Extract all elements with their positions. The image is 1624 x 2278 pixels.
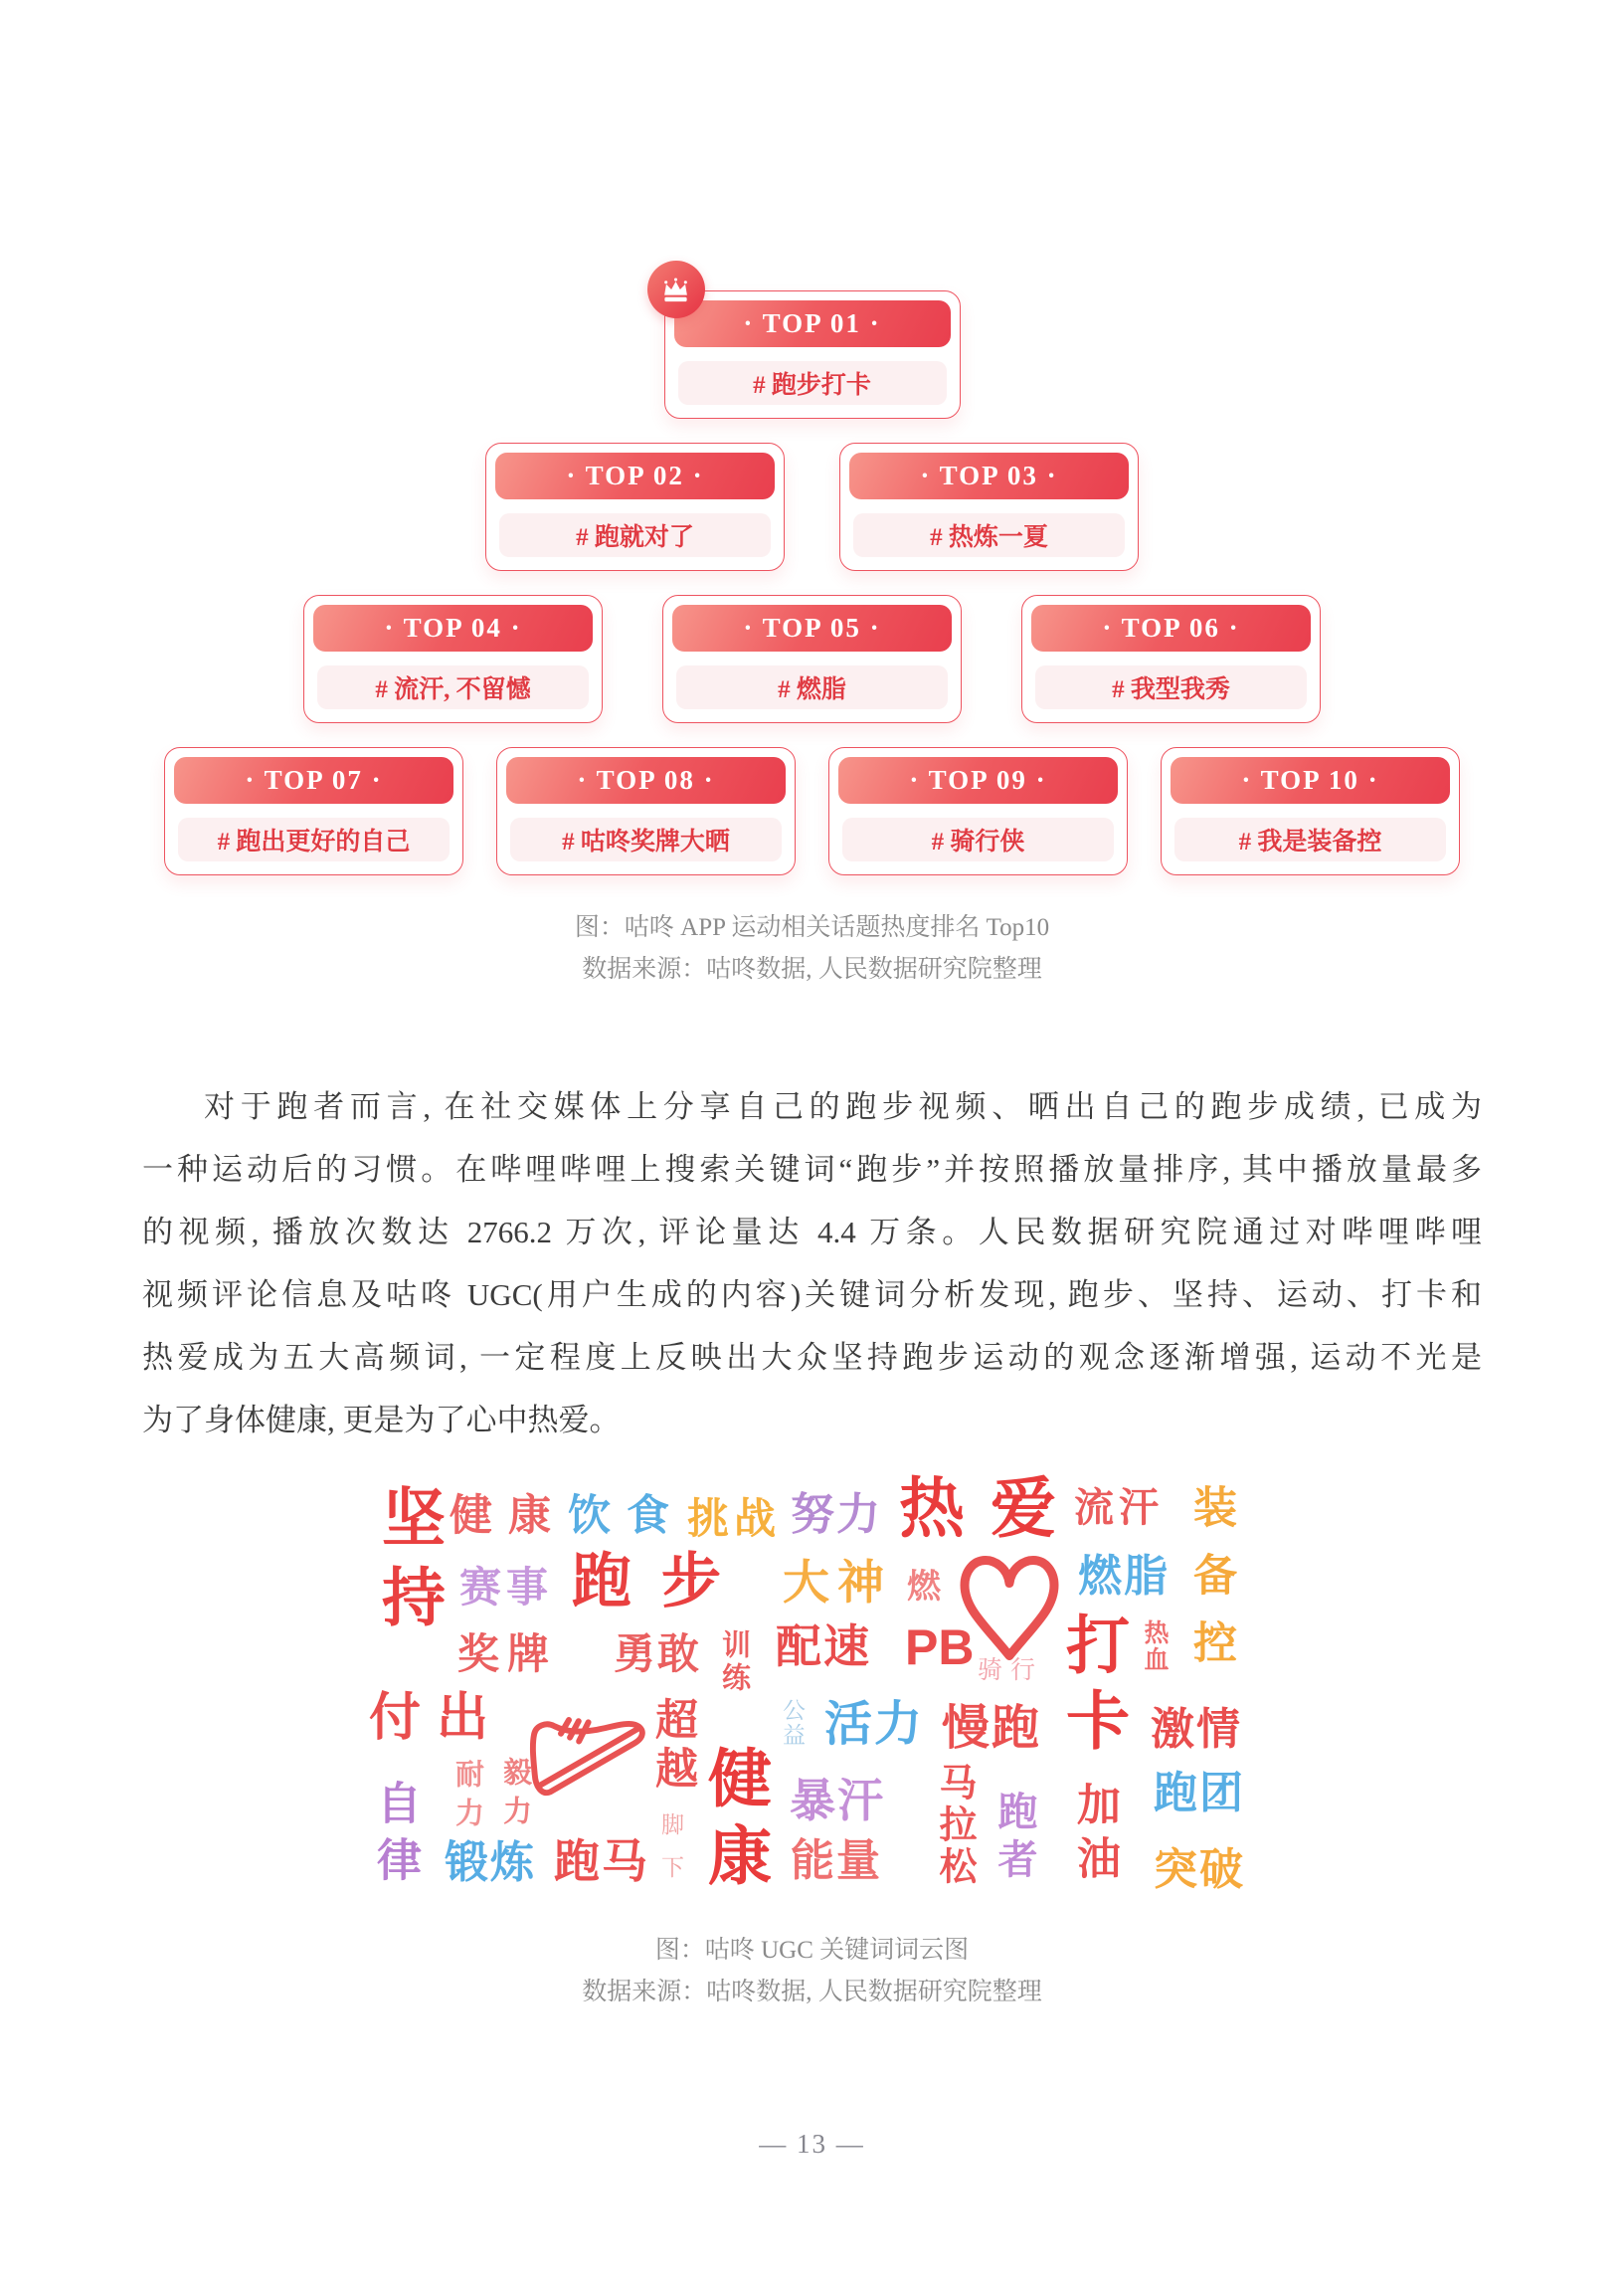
heart-icon — [960, 1550, 1059, 1667]
topic-hashtag: # 跑步打卡 — [678, 361, 947, 405]
paragraph-line: 为了身体健康, 更是为了心中热爱。 — [142, 1403, 621, 1437]
topic-hashtag: # 燃脂 — [676, 665, 948, 709]
topic-hashtag: # 我是装备控 — [1174, 818, 1446, 861]
cloud-word: 毅力 — [499, 1757, 531, 1834]
topic-rank-label: · TOP 10 · — [1171, 757, 1450, 804]
cloud-word: 付出 — [369, 1689, 505, 1747]
cloud-word: PB — [905, 1619, 975, 1675]
topic-card — [303, 595, 603, 723]
topic-hashtag: # 跑就对了 — [499, 513, 771, 557]
wordcloud-source: 数据来源：咕咚数据, 人民数据研究院整理 — [582, 1979, 1042, 2005]
topic-rank-label: · TOP 04 · — [313, 605, 593, 652]
cloud-word: 跑团 — [1154, 1769, 1245, 1817]
cloud-word: 超越 — [649, 1697, 697, 1795]
cloud-word: 锻炼 — [445, 1838, 536, 1887]
wordcloud-caption: 图：咕咚 UGC 关键词词云图 — [654, 1937, 970, 1964]
cloud-word: 激情 — [1151, 1705, 1242, 1754]
topic-card — [839, 443, 1139, 571]
topic-rank-label: · TOP 01 · — [674, 300, 951, 347]
topic-card — [1161, 747, 1460, 875]
pyramid-row-4 — [0, 747, 1624, 875]
cloud-word: 健康 — [450, 1492, 567, 1540]
cloud-word: 赛事 — [459, 1564, 554, 1611]
cloud-word: 大神 — [783, 1556, 892, 1609]
pyramid-caption: 图：咕咚 APP 运动相关话题热度排名 Top10 — [574, 914, 1050, 941]
topic-hashtag: # 咕咚奖牌大晒 — [510, 818, 782, 861]
pyramid-row-3 — [0, 595, 1624, 723]
topic-hashtag: # 我型我秀 — [1035, 665, 1307, 709]
cloud-word: 跑步 — [572, 1548, 751, 1614]
cloud-word: 坚持 — [373, 1484, 445, 1643]
cloud-word: 慢跑 — [942, 1702, 1042, 1755]
keyword-wordcloud — [365, 1470, 1265, 1938]
cloud-word: 突破 — [1154, 1845, 1245, 1894]
topic-rank-label: · TOP 09 · — [838, 757, 1118, 804]
cloud-word: 努力 — [791, 1490, 882, 1539]
topic-card — [1021, 595, 1321, 723]
crown-icon — [647, 261, 705, 318]
cloud-word: 健康 — [699, 1745, 771, 1900]
pyramid-row-1 — [0, 290, 1624, 419]
cloud-word: 训练 — [718, 1629, 750, 1695]
cloud-word: 脚下 — [658, 1812, 684, 1898]
topic-rank-label: · TOP 08 · — [506, 757, 786, 804]
cloud-word: 打卡 — [1057, 1612, 1129, 1763]
topic-rank-label: · TOP 05 · — [672, 605, 952, 652]
paragraph-line: 热爱成为五大高频词, 一定程度上反映出大众坚持跑步运动的观念逐渐增强, 运动不光是 — [142, 1340, 1482, 1375]
cloud-word: 骑行 — [978, 1656, 1044, 1684]
topic-hashtag: # 热炼一夏 — [853, 513, 1125, 557]
pyramid-row-2 — [0, 443, 1624, 571]
cloud-word: 加油 — [1070, 1782, 1119, 1889]
paragraph-line: 一种运动后的习惯。在哔哩哔哩上搜索关键词“跑步”并按照播放量排序, 其中播放量最多 — [142, 1152, 1482, 1187]
topic-hashtag: # 流汗, 不留憾 — [317, 665, 589, 709]
cloud-word: 活力 — [824, 1698, 925, 1751]
cloud-word: 马拉松 — [933, 1763, 975, 1888]
cloud-word: 能量 — [791, 1836, 882, 1885]
pyramid-source: 数据来源：咕咚数据, 人民数据研究院整理 — [582, 956, 1042, 983]
topic-card — [662, 595, 962, 723]
topic-hashtag: # 跑出更好的自己 — [178, 818, 450, 861]
cloud-word: 勇敢 — [614, 1630, 702, 1677]
topic-rank-label: · TOP 03 · — [849, 453, 1129, 499]
cloud-word: 公益 — [780, 1698, 806, 1748]
cloud-word: 跑马 — [554, 1835, 649, 1887]
cloud-word: 热爱 — [899, 1471, 1082, 1545]
topic-card — [828, 747, 1128, 875]
cloud-word: 耐力 — [451, 1759, 483, 1836]
cloud-word: 燃脂 — [1078, 1552, 1170, 1601]
page-number: — 13 — — [759, 2129, 865, 2159]
topic-card — [496, 747, 796, 875]
topic-rank-label: · TOP 02 · — [495, 453, 775, 499]
paragraph-line: 视频评论信息及咕咚 UGC(用户生成的内容)关键词分析发现, 跑步、坚持、运动、打卡和 — [142, 1277, 1482, 1312]
paragraph-line: 对于跑者而言, 在社交媒体上分享自己的跑步视频、晒出自己的跑步成绩, 已成为 — [204, 1089, 1482, 1124]
cloud-word: 跑者 — [992, 1791, 1036, 1886]
topic-card — [164, 747, 463, 875]
topic-rank-label: · TOP 07 · — [174, 757, 453, 804]
topic-rank-label: · TOP 06 · — [1031, 605, 1311, 652]
topic-card — [664, 290, 961, 419]
body-paragraph — [142, 1075, 1482, 1451]
cloud-word: 装备控 — [1186, 1484, 1235, 1687]
cloud-word: 流汗 — [1074, 1486, 1164, 1530]
cloud-word: 暴汗 — [790, 1775, 885, 1826]
top10-pyramid — [0, 290, 1624, 875]
cloud-word: 热血 — [1141, 1619, 1169, 1673]
cloud-word: 配速 — [776, 1620, 871, 1672]
cloud-word: 饮食 — [568, 1492, 685, 1540]
cloud-word: 奖牌 — [457, 1630, 558, 1677]
topic-card — [485, 443, 785, 571]
cloud-word: 燃 — [907, 1568, 941, 1606]
topic-hashtag: # 骑行侠 — [842, 818, 1114, 861]
paragraph-line: 的视频, 播放次数达 2766.2 万次, 评论量达 4.4 万条。人民数据研究院通过对哔哩哔哩 — [142, 1215, 1482, 1249]
cloud-word: 挑战 — [687, 1495, 782, 1542]
cloud-word: 自律 — [370, 1780, 421, 1893]
